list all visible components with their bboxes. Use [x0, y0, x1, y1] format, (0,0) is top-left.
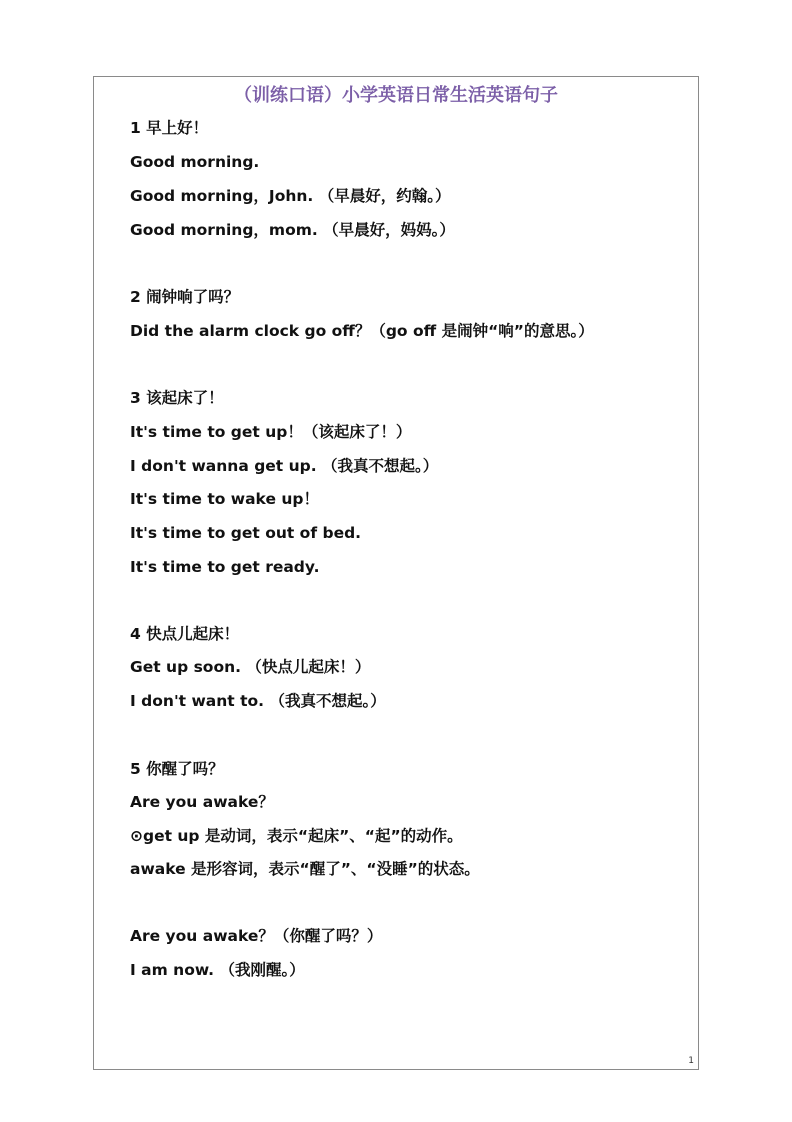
document-title: （训练口语）小学英语日常生活英语句子 [234, 85, 558, 106]
heading-4: 4 快点儿起床！ [130, 625, 240, 643]
sentence-line: Are you awake？ [130, 793, 274, 811]
sentence-line: Did the alarm clock go off？（go off 是闹钟“响”的意思。） [130, 322, 594, 340]
sentence-line: I don't wanna get up. （我真不想起。） [130, 457, 439, 475]
heading-3: 3 该起床了！ [130, 389, 224, 407]
note-line: ⊙get up 是动词，表示“起床”、“起”的动作。 [130, 827, 463, 845]
sentence-line: It's time to get ready. [130, 558, 320, 576]
note-line: awake 是形容词，表示“醒了”、“没睡”的状态。 [130, 860, 480, 878]
heading-2: 2 闹钟响了吗？ [130, 288, 240, 306]
heading-5: 5 你醒了吗？ [130, 760, 224, 778]
heading-1: 1 早上好！ [130, 119, 209, 137]
sentence-line: Get up soon. （快点儿起床！） [130, 658, 371, 676]
sentence-line: I don't want to. （我真不想起。） [130, 692, 386, 710]
page-number: 1 [688, 1056, 694, 1066]
sentence-line: Are you awake？（你醒了吗？） [130, 927, 383, 945]
sentence-line: It's time to get up！（该起床了！） [130, 423, 412, 441]
sentence-line: It's time to get out of bed. [130, 524, 362, 542]
sentence-line: It's time to wake up！ [130, 490, 319, 508]
sentence-line: Good morning，John. （早晨好，约翰。） [130, 187, 451, 205]
sentence-line: Good morning. [130, 153, 260, 171]
sentence-line: I am now. （我刚醒。） [130, 961, 305, 979]
sentence-line: Good morning，mom. （早晨好，妈妈。） [130, 221, 455, 239]
